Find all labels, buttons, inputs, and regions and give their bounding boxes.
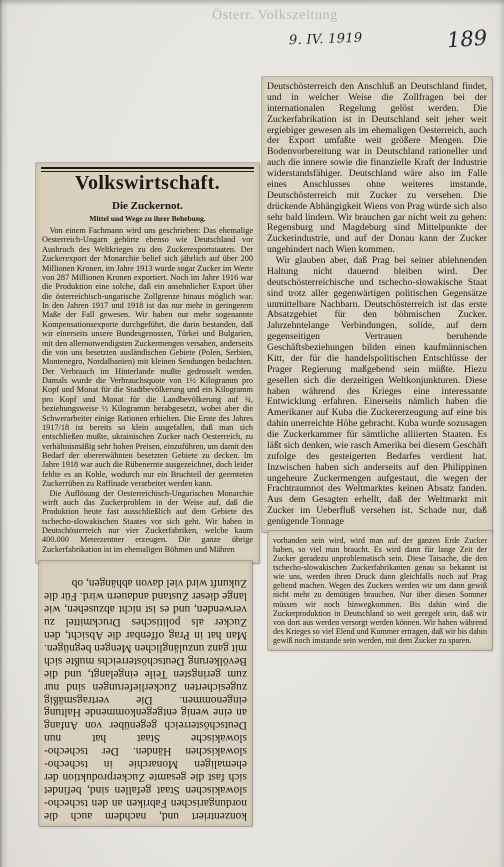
clipping-left-main: [36, 163, 259, 563]
article-paragraph: Wir glauben aber, daß Prag bei seiner ablehnenden Haltung nicht dauernd bleiben wird. Der deutschösterreichische und tschecho-slowakische Staat sind trotz aller gegenwärtigen politischen Gegensätze unmittelbare Nachbarn. Deutschösterreich ist das erste Absatzgebiet für den böhmischen Zucker. Jahrzehntelange Verbindungen, solide, auf dem gegenseitigen Vertrauen beruhende Geschäftsbeziehungen bilden einen kaufmännischen Kitt, der für die handelspolitischen Entschlüsse der Prager Regierung maßgebend sein müßte. Hiezu gesellen sich die derzeitigen Weltkonjunkturen. Diese haben während des Krieges eine interessante Entwicklung erfahren. Einerseits nämlich haben die Amerikaner auf Kuba die Zuckererzeugung auf eine bis dahin unerreichte Höhe gebracht. Kuba wurde sozusagen die Zuckerkammer für sämtliche alliierten Staaten. Es läßt sich denken, wie rasch Amerika bei diesem Geschäft zufolge des gesteigerten Bedarfes verdient hat. Inzwischen haben sich anderseits auf den Philippinen ungeheure Zuckermengen aufgestaut, die wegen der Frachtraumnot des Weltmarktes keinen Absatz fanden. Aus dem Gesagten erhellt, daß der Weltmarkt mit Zucker im Ueberfluß versehen ist. Schade nur, daß genügende Tonnage: [267, 255, 487, 527]
clipping-left-inverted: [39, 561, 252, 826]
handwritten-archive-number: 189: [446, 25, 488, 53]
section-title: Volkswirtschaft.: [74, 172, 221, 194]
clipping-right-bottom: [268, 531, 492, 650]
right-top-text: [267, 82, 487, 528]
article-paragraph: vorhanden sein wird, wird man auf der ganzen Erde Zucker haben, so viel man braucht. Es wird dann für lange Zeit der Zucker geradezu unproblematisch sein. Diese Tatsache, die den tschecho-slowakischen Zuckerfabrikanten genau so bekannt ist wie uns, werden ihren Druck dann gleichfalls noch auf Prag geltend machen. Wegen des Zuckers werden wir uns dann gewiß nicht mehr zu demütigen brauchen. Nur über diesen Sommer müssen wir noch hinwegkommen. Bis dahin wird die Zuckerproduktion in Deutschland so weit geregelt sein, daß wir von dort aus werden versorgt werden können. Wir haben während des Krieges so viel Elend und Kummer ertragen, daß wir bis dahin gewiß noch imstande sein werden, mit dem Zucker zu sparen.: [273, 536, 487, 645]
article-paragraph: Von einem Fachmann wird uns geschrieben: Das ehemalige Oesterreich-Ungarn gehörte ebenso wie Deutschland vor Ausbruch des Weltkrieges zu den Zuckerexportstaaten. Der Zuckerexport der Monarchie belief sich jährlich auf über 200 Millionen Kronen, im Jahre 1913 wurde sogar Zucker im Werte von 287 Millionen Kronen exportiert. Noch im Jahre 1916 war die Produktion eine solche, daß ein ansehnlicher Export über die österreichisch-ungarische Zollgrenze hinaus möglich war. In den Jahren 1917 und 1918 ist das nur mehr in geringerem Maße der Fall gewesen. Wir haben nur mehr sogenannte Kompensationsexporte durchgeführt, die darin bestanden, daß wir einerseits unsere Bundesgenossen, Türkei und Bulgarien, mit den allernotwendigsten Zuckermengen versahen, anderseits die von uns besetzten ausländischen Gebiete (Polen, Serbien, Montenegro, Nordalbanien) mit kleinen Sendungen bedachten. Der Verbrauch im Hinterlande mußte gedrosselt werden. Damals wurde die Verbrauchsquote von 1½ Kilogramm pro Kopf und Monat für die Stadtbevölkerung und ein Kilogramm pro Kopf und Monat für die Landbevölkerung auf ¾, beziehungsweise ½ Kilogramm herabgesetzt, wobei aber die Schwerarbeiter einige Rationen erhielten. Die Ernte des Jahres 1917/18 ist bereits so klein ausgefallen, daß man sich entschließen mußte, ukrainischen Zucker nach Oesterreich, zu verhältnismäßig sehr hohen Preisen, einzuführen, um damit den Bedarf der obererwähnten besetzten Gebiete zu decken. Im Jahre 1918 war auch die Rübenernte ausgezeichnet, doch leider fehlte es an Kohle, wodurch nur ein Bruchteil der geernteten Zuckerrüben zu Raffinade verarbeitet werden kann.: [42, 226, 253, 489]
article-paragraph: konzentriert und, nachdem auch die nordungarischen Fabriken an den tschecho-slowakischen Staat gefallen sind, befindet sich fast die gesamte Zuckerproduktion der ehemaligen Monarchie in tschecho-slowakischen Händen. Der tschecho-slowakische Staat hat nun Deutschösterreich gegenüber von Anfang an eine wenig entgegenkommende Haltung eingenommen. Die vertragsmäßig zugesicherten Zuckerlieferungen sind nur zum geringsten Teile eingelangt, und die Bevölkerung Deutschösterreichs mußte sich mit ganz unzulänglichen Mengen begnügen. Man hat in Prag offenbar die Absicht, den Zucker als politisches Druckmittel zu verwenden, und es ist nicht abzusehen, wie lange dieser Zustand andauern wird. Für die Zukunft wird viel davon abhängen, ob: [44, 577, 247, 822]
subheadline: Mittel und Wege zu ihrer Behebung.: [89, 214, 206, 223]
handwritten-date: 9. IV. 1919: [288, 30, 363, 49]
title-rule: [41, 167, 254, 172]
headline: Die Zuckernot.: [112, 200, 183, 212]
right-bottom-text: [273, 536, 487, 645]
article-paragraph: Die Auflösung der Oesterreichisch-Ungarischen Monarchie wirft auch das Zuckerproblem in der Weise auf, daß die Produktion heute fast ausschließlich auf dem Gebiete des tschecho-slowakischen Staates vor sich geht. Wir haben in Deutschösterreich nur vier Zuckerfabriken, welche kaum 400.000 Meterzentner erzeugen. Die ganze übrige Zuckerfabrikation ist im ehemaligen Böhmen und Mähren: [42, 488, 253, 554]
inverted-text: [44, 565, 247, 822]
newspaper-name-stamp: Österr. Volkszeitung: [212, 8, 338, 23]
clipping-right-top: [262, 77, 492, 532]
left-column-text: [42, 226, 253, 558]
article-paragraph: Deutschösterreich den Anschluß an Deutschland findet, und in welcher Weise die Zollfragen bei der internationalen Regelung gelöst werden. Die Zuckerfabrikation ist in Deutschland seit jeher weit ergiebiger gewesen als im ehemaligen Oesterreich, auch der Export umfaßte weit größere Mengen. Die Bodenvorbereitung war in Deutschland rationeller und auch die innere sowie die finanzielle Kraft der Industrie widerstandsfähiger. Deutschland wäre also im Falle eines Anschlusses ohne weiteres imstande, Deutschösterreich mit Zucker zu versehen. Die drückende Abhängigkeit Wiens von Prag würde sich also sehr bald lindern. Wir brauchen gar nicht weit zu gehen: Regensburg und Magdeburg sind Mittelpunkte der Zuckerindustrie, und auf der Donau kann der Zucker ungehindert nach Wien kommen.: [267, 82, 487, 256]
